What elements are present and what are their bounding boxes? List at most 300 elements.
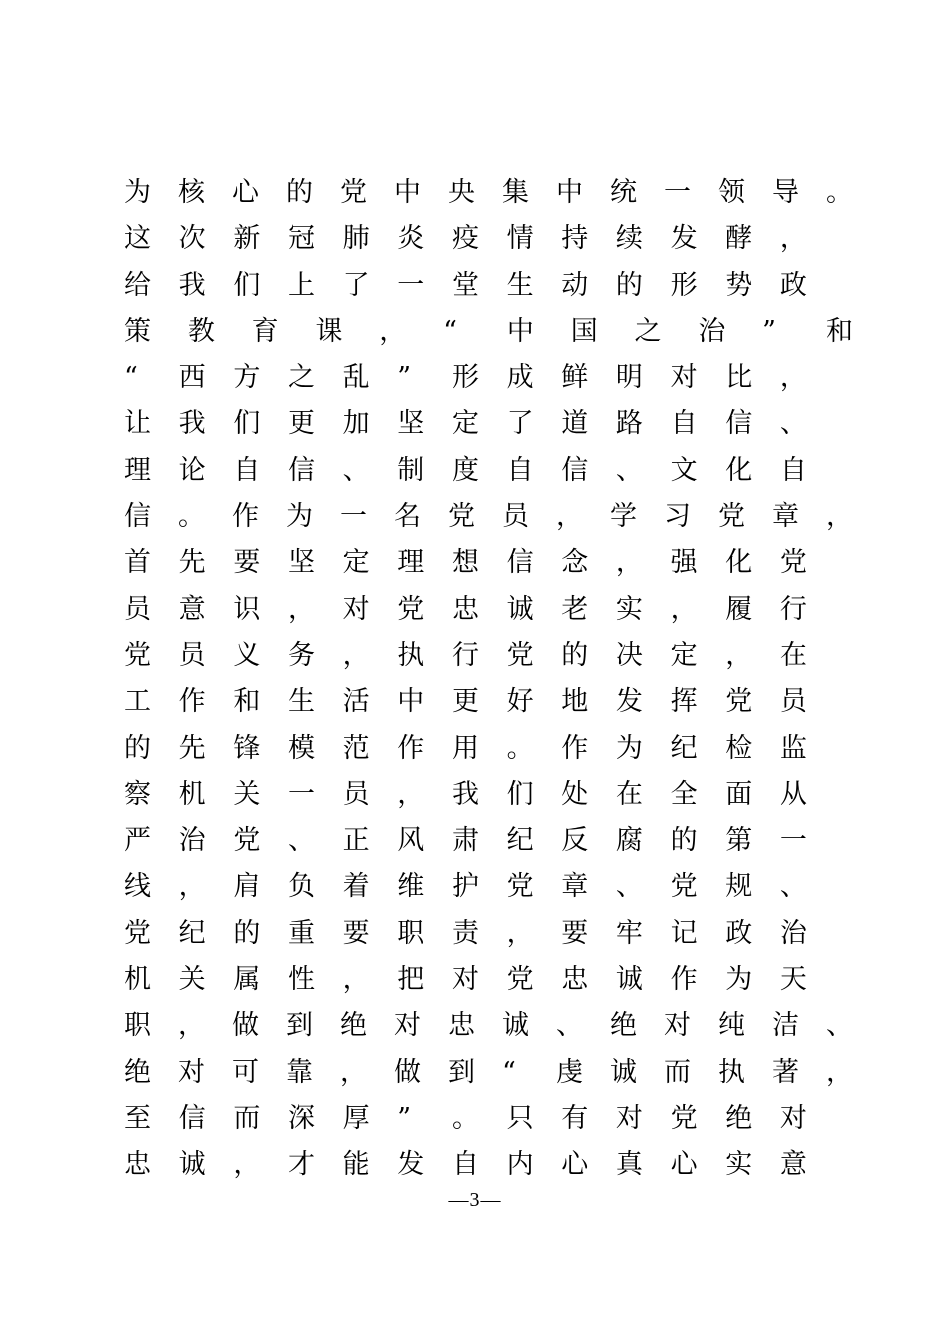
text-char: 意 bbox=[178, 593, 206, 625]
text-char: 内 bbox=[506, 1149, 534, 1181]
text-char: 、 bbox=[615, 871, 643, 903]
text-char: 、 bbox=[556, 1010, 583, 1042]
text-char: 领 bbox=[718, 177, 745, 208]
text-char: 才 bbox=[287, 1149, 315, 1181]
text-char: 新 bbox=[233, 223, 261, 255]
text-char: 肃 bbox=[451, 825, 479, 857]
text-char: 诚 bbox=[506, 593, 534, 625]
text-char: ， bbox=[725, 639, 753, 671]
text-char: 面 bbox=[725, 778, 753, 810]
text-char: 国 bbox=[570, 315, 598, 347]
text-char: 成 bbox=[506, 362, 534, 394]
text-line bbox=[124, 1050, 854, 1096]
text-char: 深 bbox=[287, 1102, 315, 1134]
text-char: 想 bbox=[451, 547, 479, 579]
text-char: 忠 bbox=[124, 1149, 151, 1181]
text-char: 章 bbox=[772, 501, 799, 533]
text-char: 、 bbox=[779, 871, 807, 903]
text-char: 的 bbox=[124, 732, 151, 764]
text-char: 鲜 bbox=[561, 362, 589, 394]
text-char: 化 bbox=[725, 454, 753, 486]
text-char: 加 bbox=[342, 408, 370, 440]
text-char: 。 bbox=[506, 732, 534, 764]
text-char: 地 bbox=[561, 686, 589, 718]
text-char: 心 bbox=[670, 1149, 698, 1181]
text-char: 信 bbox=[178, 1102, 206, 1134]
text-char: 忠 bbox=[451, 593, 479, 625]
text-char: 制 bbox=[397, 454, 425, 486]
page-number: —3— bbox=[448, 1189, 502, 1211]
text-char: 疫 bbox=[451, 223, 479, 255]
text-char: 学 bbox=[610, 501, 637, 533]
text-char: 范 bbox=[342, 732, 370, 764]
text-char: 课 bbox=[315, 315, 343, 347]
text-char: 方 bbox=[233, 362, 261, 394]
text-char: 忠 bbox=[561, 964, 589, 996]
text-line bbox=[124, 1096, 808, 1142]
text-char: 监 bbox=[779, 732, 807, 764]
text-char: 对 bbox=[394, 1010, 421, 1042]
text-char: 道 bbox=[561, 408, 589, 440]
text-char: 导 bbox=[772, 177, 799, 208]
text-line bbox=[124, 216, 808, 262]
text-char: 负 bbox=[287, 871, 315, 903]
text-char: 线 bbox=[124, 871, 151, 903]
text-char: 信 bbox=[287, 454, 315, 486]
text-char: 念 bbox=[561, 547, 589, 579]
text-char: 定 bbox=[451, 408, 479, 440]
text-char: 诚 bbox=[610, 1056, 637, 1088]
text-char: 关 bbox=[233, 778, 261, 810]
text-char: 识 bbox=[233, 593, 261, 625]
text-char: 势 bbox=[725, 269, 753, 301]
text-char: 教 bbox=[187, 315, 215, 347]
text-char: 诚 bbox=[615, 964, 643, 996]
text-char: 给 bbox=[124, 269, 151, 301]
text-char: 论 bbox=[178, 454, 206, 486]
text-line bbox=[124, 633, 808, 679]
text-char: 检 bbox=[725, 732, 753, 764]
text-char: 了 bbox=[506, 408, 534, 440]
text-char: 动 bbox=[561, 269, 589, 301]
text-line bbox=[124, 309, 854, 355]
text-char: 属 bbox=[233, 964, 261, 996]
text-char: 一 bbox=[340, 501, 367, 533]
text-char: 党 bbox=[124, 917, 151, 949]
text-char: 央 bbox=[448, 177, 475, 208]
text-char: 维 bbox=[397, 871, 425, 903]
text-char: 度 bbox=[451, 454, 479, 486]
text-char: 锋 bbox=[233, 732, 261, 764]
text-char: 信 bbox=[725, 408, 753, 440]
text-char: 为 bbox=[615, 732, 643, 764]
text-char: 首 bbox=[124, 547, 151, 579]
text-char: 一 bbox=[287, 778, 315, 810]
text-char: 名 bbox=[394, 501, 421, 533]
text-char: ， bbox=[670, 593, 698, 625]
text-char: 化 bbox=[725, 547, 753, 579]
text-char: 性 bbox=[287, 964, 315, 996]
text-char: 职 bbox=[397, 917, 425, 949]
text-line bbox=[124, 772, 808, 818]
text-char: 肺 bbox=[342, 223, 370, 255]
text-char: 腐 bbox=[615, 825, 643, 857]
text-char: 实 bbox=[725, 1149, 753, 1181]
text-char: 要 bbox=[342, 917, 370, 949]
text-char: 信 bbox=[124, 501, 151, 533]
text-line bbox=[124, 355, 808, 401]
text-char: 育 bbox=[251, 315, 279, 347]
text-char: 关 bbox=[178, 964, 206, 996]
text-char: 统 bbox=[610, 177, 637, 208]
text-char: ” bbox=[397, 1102, 412, 1134]
text-char: 乱 bbox=[342, 362, 370, 394]
text-char: 反 bbox=[561, 825, 589, 857]
text-char: 之 bbox=[287, 362, 315, 394]
text-char: 集 bbox=[502, 177, 529, 208]
text-line bbox=[124, 1003, 854, 1049]
text-char: 理 bbox=[397, 547, 425, 579]
text-char: 一 bbox=[397, 269, 425, 301]
text-char: ， bbox=[826, 1056, 853, 1088]
text-char: 为 bbox=[286, 501, 313, 533]
text-char: ， bbox=[556, 501, 583, 533]
text-char: ， bbox=[397, 778, 425, 810]
text-char: ” bbox=[397, 362, 412, 394]
text-char: 风 bbox=[397, 825, 425, 857]
text-char: 我 bbox=[178, 269, 206, 301]
text-char: 酵 bbox=[725, 223, 753, 255]
text-char: 路 bbox=[615, 408, 643, 440]
text-char: 坚 bbox=[397, 408, 425, 440]
text-char: 情 bbox=[506, 223, 534, 255]
text-char: ， bbox=[340, 1056, 367, 1088]
text-char: “ bbox=[124, 362, 138, 394]
text-char: 行 bbox=[451, 639, 479, 671]
text-char: 记 bbox=[670, 917, 698, 949]
text-char: 、 bbox=[342, 454, 370, 486]
text-char: 之 bbox=[634, 315, 662, 347]
text-char: 员 bbox=[502, 501, 529, 533]
text-char: 形 bbox=[451, 362, 479, 394]
text-char: 明 bbox=[615, 362, 643, 394]
text-char: 挥 bbox=[670, 686, 698, 718]
text-char: 更 bbox=[287, 408, 315, 440]
text-char: “ bbox=[443, 315, 457, 347]
text-char: 心 bbox=[561, 1149, 589, 1181]
text-char: 对 bbox=[664, 1010, 691, 1042]
text-char: 西 bbox=[178, 362, 206, 394]
text-line bbox=[124, 679, 808, 725]
text-char: 自 bbox=[233, 454, 261, 486]
text-char: 党 bbox=[506, 964, 534, 996]
text-char: 作 bbox=[670, 964, 698, 996]
text-line bbox=[124, 587, 808, 633]
text-char: 员 bbox=[178, 639, 206, 671]
text-char: 这 bbox=[124, 223, 151, 255]
text-char: 察 bbox=[124, 778, 151, 810]
text-char: 心 bbox=[232, 177, 259, 208]
text-char: 务 bbox=[287, 639, 315, 671]
text-char: 发 bbox=[670, 223, 698, 255]
text-char: ， bbox=[779, 223, 807, 255]
text-char: 的 bbox=[233, 917, 261, 949]
text-char: 到 bbox=[448, 1056, 475, 1088]
text-char: 到 bbox=[286, 1010, 313, 1042]
text-char: 比 bbox=[725, 362, 753, 394]
text-line bbox=[124, 726, 808, 772]
text-char: 厚 bbox=[342, 1102, 370, 1134]
text-char: 和 bbox=[233, 686, 261, 718]
text-char: 正 bbox=[342, 825, 370, 857]
text-char: 员 bbox=[779, 686, 807, 718]
text-char: 党 bbox=[718, 501, 745, 533]
text-char: 续 bbox=[615, 223, 643, 255]
text-line bbox=[124, 263, 808, 309]
text-char: 堂 bbox=[451, 269, 479, 301]
text-char: 发 bbox=[615, 686, 643, 718]
text-line bbox=[124, 494, 854, 540]
text-char: 自 bbox=[451, 1149, 479, 1181]
text-char: 政 bbox=[779, 269, 807, 301]
text-char: 牢 bbox=[615, 917, 643, 949]
text-char: 们 bbox=[506, 778, 534, 810]
text-char: 而 bbox=[233, 1102, 261, 1134]
text-char: 用 bbox=[451, 732, 479, 764]
text-char: 章 bbox=[561, 871, 589, 903]
text-char: 先 bbox=[178, 547, 206, 579]
text-char: 文 bbox=[670, 454, 698, 486]
text-char: 党 bbox=[506, 871, 534, 903]
text-char: 中 bbox=[556, 177, 583, 208]
text-line bbox=[124, 448, 808, 494]
text-char: “ bbox=[502, 1056, 516, 1088]
text-char: 纪 bbox=[670, 732, 698, 764]
text-char: 诚 bbox=[502, 1010, 529, 1042]
text-char: 让 bbox=[124, 408, 151, 440]
text-char: 先 bbox=[178, 732, 206, 764]
text-char: 们 bbox=[233, 269, 261, 301]
text-char: ” bbox=[762, 315, 776, 347]
text-char: 习 bbox=[664, 501, 691, 533]
text-char: 的 bbox=[670, 825, 698, 857]
text-char: 党 bbox=[340, 177, 367, 208]
text-char: 。 bbox=[451, 1102, 479, 1134]
text-char: 对 bbox=[342, 593, 370, 625]
text-char: 要 bbox=[561, 917, 589, 949]
text-line bbox=[124, 957, 808, 1003]
text-char: 我 bbox=[451, 778, 479, 810]
text-char: 行 bbox=[779, 593, 807, 625]
text-char: 中 bbox=[394, 177, 421, 208]
text-char: 而 bbox=[664, 1056, 691, 1088]
text-char: 。 bbox=[826, 177, 853, 208]
text-char: 肩 bbox=[233, 871, 261, 903]
text-char: 从 bbox=[779, 778, 807, 810]
text-char: ， bbox=[178, 871, 206, 903]
text-char: 严 bbox=[124, 825, 151, 857]
text-char: ， bbox=[342, 964, 370, 996]
text-char: 虔 bbox=[556, 1056, 583, 1088]
text-char: 履 bbox=[725, 593, 753, 625]
text-char: 策 bbox=[124, 315, 151, 347]
text-char: ， bbox=[233, 1149, 261, 1181]
text-char: 至 bbox=[124, 1102, 151, 1134]
text-char: 定 bbox=[670, 639, 698, 671]
text-char: 更 bbox=[451, 686, 479, 718]
text-char: 做 bbox=[394, 1056, 421, 1088]
text-char: ， bbox=[615, 547, 643, 579]
text-char: 的 bbox=[615, 269, 643, 301]
text-char: 全 bbox=[670, 778, 698, 810]
text-char: 可 bbox=[232, 1056, 259, 1088]
text-line bbox=[124, 401, 808, 447]
text-char: 党 bbox=[506, 639, 534, 671]
text-char: 生 bbox=[506, 269, 534, 301]
text-char: 们 bbox=[233, 408, 261, 440]
text-char: 的 bbox=[561, 639, 589, 671]
text-char: 、 bbox=[615, 454, 643, 486]
text-char: 的 bbox=[286, 177, 313, 208]
text-char: 信 bbox=[561, 454, 589, 486]
text-char: 绝 bbox=[610, 1010, 637, 1042]
text-char: 诚 bbox=[178, 1149, 206, 1181]
text-char: 形 bbox=[670, 269, 698, 301]
text-line bbox=[124, 864, 808, 910]
text-char: 义 bbox=[233, 639, 261, 671]
text-char: 责 bbox=[451, 917, 479, 949]
text-char: 活 bbox=[342, 686, 370, 718]
text-char: 意 bbox=[779, 1149, 807, 1181]
text-char: ， bbox=[379, 315, 407, 347]
text-char: 规 bbox=[725, 871, 753, 903]
text-char: 理 bbox=[124, 454, 151, 486]
text-char: 党 bbox=[725, 686, 753, 718]
text-char: 了 bbox=[342, 269, 370, 301]
text-char: 次 bbox=[178, 223, 206, 255]
text-char: 一 bbox=[779, 825, 807, 857]
text-char: 作 bbox=[178, 686, 206, 718]
body-text bbox=[124, 170, 854, 1189]
text-char: 真 bbox=[615, 1149, 643, 1181]
text-char: 炎 bbox=[397, 223, 425, 255]
text-char: 著 bbox=[772, 1056, 799, 1088]
text-char: 执 bbox=[397, 639, 425, 671]
text-char: 。 bbox=[178, 501, 205, 533]
text-char: 在 bbox=[615, 778, 643, 810]
text-char: 绝 bbox=[725, 1102, 753, 1134]
text-char: 我 bbox=[178, 408, 206, 440]
text-char: 着 bbox=[342, 871, 370, 903]
text-char: 重 bbox=[287, 917, 315, 949]
text-char: 职 bbox=[124, 1010, 151, 1042]
text-char: 对 bbox=[451, 964, 479, 996]
text-char: 对 bbox=[670, 362, 698, 394]
text-char: 好 bbox=[506, 686, 534, 718]
text-char: 老 bbox=[561, 593, 589, 625]
text-char: 作 bbox=[397, 732, 425, 764]
text-line bbox=[124, 818, 808, 864]
text-char: 只 bbox=[506, 1102, 534, 1134]
text-char: 治 bbox=[178, 825, 206, 857]
text-char: 党 bbox=[448, 501, 475, 533]
text-char: 靠 bbox=[286, 1056, 313, 1088]
text-char: 能 bbox=[342, 1149, 370, 1181]
text-char: 治 bbox=[698, 315, 726, 347]
text-char: 党 bbox=[124, 639, 151, 671]
text-line bbox=[124, 911, 808, 957]
text-char: 有 bbox=[561, 1102, 589, 1134]
text-char: 自 bbox=[779, 454, 807, 486]
text-char: ， bbox=[506, 917, 534, 949]
text-char: ， bbox=[342, 639, 370, 671]
text-char: 自 bbox=[506, 454, 534, 486]
text-char: 处 bbox=[561, 778, 589, 810]
text-char: 护 bbox=[451, 871, 479, 903]
text-char: 政 bbox=[725, 917, 753, 949]
text-char: 模 bbox=[287, 732, 315, 764]
text-char: 发 bbox=[397, 1149, 425, 1181]
text-char: 机 bbox=[124, 964, 151, 996]
text-char: 党 bbox=[779, 547, 807, 579]
text-char: 纪 bbox=[506, 825, 534, 857]
text-char: 绝 bbox=[340, 1010, 367, 1042]
text-char: 持 bbox=[561, 223, 589, 255]
text-line bbox=[124, 170, 854, 216]
text-char: 核 bbox=[178, 177, 205, 208]
text-char: 党 bbox=[233, 825, 261, 857]
text-char: ， bbox=[287, 593, 315, 625]
text-char: 党 bbox=[670, 871, 698, 903]
text-char: 实 bbox=[615, 593, 643, 625]
text-char: 信 bbox=[506, 547, 534, 579]
text-char: 机 bbox=[178, 778, 206, 810]
text-char: 纪 bbox=[178, 917, 206, 949]
text-char: 党 bbox=[670, 1102, 698, 1134]
text-char: 上 bbox=[287, 269, 315, 301]
text-char: 做 bbox=[232, 1010, 259, 1042]
text-char: 执 bbox=[718, 1056, 745, 1088]
text-char: ， bbox=[779, 362, 807, 394]
text-char: 生 bbox=[287, 686, 315, 718]
text-char: 在 bbox=[779, 639, 807, 671]
text-line bbox=[124, 540, 808, 586]
text-char: 、 bbox=[826, 1010, 853, 1042]
text-char: 把 bbox=[397, 964, 425, 996]
text-char: 要 bbox=[233, 547, 261, 579]
text-char: 纯 bbox=[718, 1010, 745, 1042]
text-char: 洁 bbox=[772, 1010, 799, 1042]
text-char: 中 bbox=[506, 315, 534, 347]
text-char: 作 bbox=[232, 501, 259, 533]
text-char: 冠 bbox=[287, 223, 315, 255]
text-line bbox=[124, 1142, 808, 1188]
text-char: 自 bbox=[670, 408, 698, 440]
text-char: 对 bbox=[178, 1056, 205, 1088]
text-char: 、 bbox=[779, 408, 807, 440]
text-char: ， bbox=[178, 1010, 205, 1042]
text-char: 对 bbox=[615, 1102, 643, 1134]
text-char: 治 bbox=[779, 917, 807, 949]
text-char: 作 bbox=[561, 732, 589, 764]
text-char: 和 bbox=[825, 315, 853, 347]
text-char: 对 bbox=[779, 1102, 807, 1134]
text-char: 员 bbox=[124, 593, 151, 625]
text-char: 决 bbox=[615, 639, 643, 671]
text-char: 天 bbox=[779, 964, 807, 996]
text-char: 坚 bbox=[287, 547, 315, 579]
text-char: 党 bbox=[397, 593, 425, 625]
